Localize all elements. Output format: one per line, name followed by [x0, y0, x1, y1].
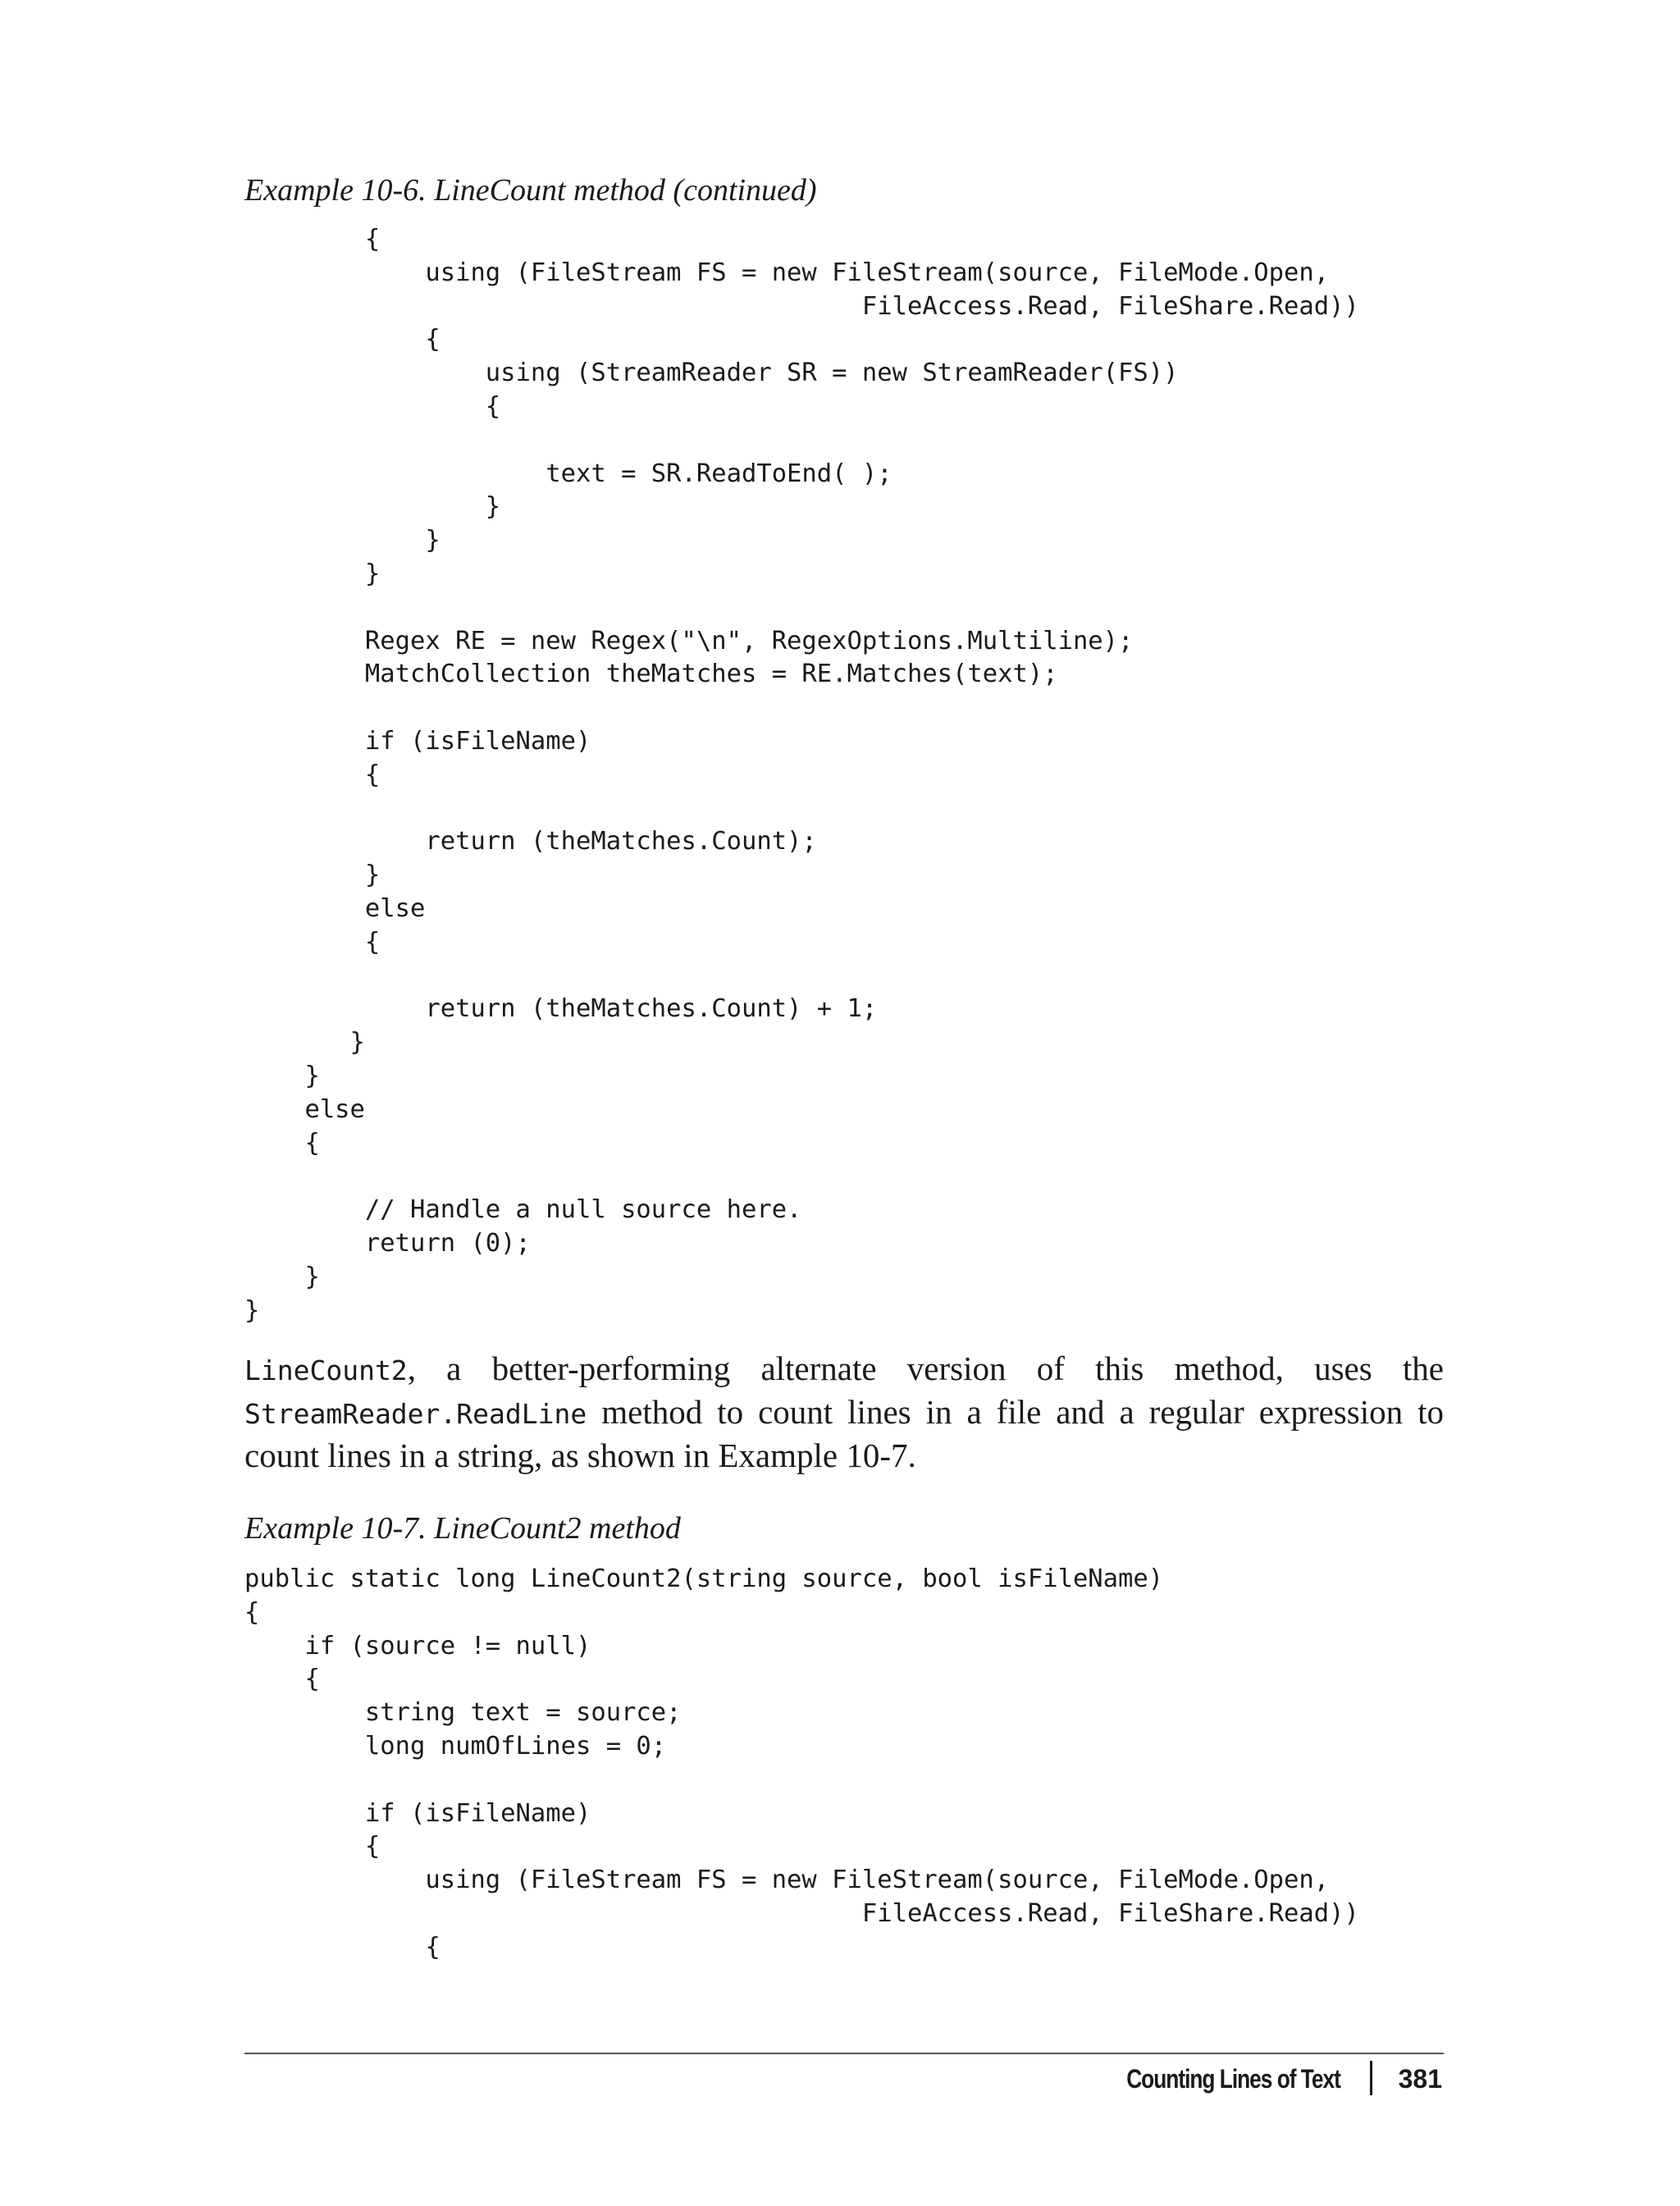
code-line: FileAccess.Read, FileShare.Read)) [244, 1898, 1359, 1928]
code-line: } [244, 1028, 365, 1057]
code-line: { [244, 1597, 260, 1627]
code-line: { [244, 1832, 381, 1861]
inline-code-linecount2: LineCount2 [244, 1354, 408, 1386]
code-line: if (isFileName) [244, 1798, 591, 1828]
code-line: else [244, 893, 426, 923]
paragraph-text: method to count lines in a file and a regular expression to count lines in a string, as shown in Example 10-7. [244, 1393, 1444, 1474]
footer-separator [1370, 2061, 1372, 2095]
code-line [244, 1764, 1359, 1797]
paragraph-text: , a better-performing alternate version of this method, uses the [407, 1350, 1444, 1387]
code-line: { [244, 1665, 320, 1694]
code-line: public static long LineCount2(string source, bool isFileName) [244, 1564, 1164, 1593]
code-line: return (theMatches.Count) + 1; [244, 994, 878, 1024]
code-line: Regex RE = new Regex("\n", RegexOptions.Multiline); [244, 626, 1134, 655]
code-line: { [244, 760, 381, 789]
code-line: else [244, 1094, 365, 1124]
code-line: } [244, 559, 381, 588]
code-line: long numOfLines = 0; [244, 1731, 667, 1761]
code-line: if (isFileName) [244, 726, 591, 756]
code-line: } [244, 1061, 320, 1090]
code-line: } [244, 1295, 260, 1325]
code-line [244, 1160, 1359, 1194]
code-line [244, 591, 1359, 625]
code-line [244, 960, 1359, 993]
code-line: { [244, 391, 501, 421]
code-line: using (StreamReader SR = new StreamReader(FS)) [244, 359, 1179, 388]
code-line: MatchCollection theMatches = RE.Matches(text); [244, 660, 1058, 689]
code-line: { [244, 1128, 320, 1158]
code-line: { [244, 225, 381, 253]
code-line: using (FileStream FS = new FileStream(source, FileMode.Open, [244, 1866, 1330, 1895]
code-line: text = SR.ReadToEnd( ); [244, 459, 892, 488]
code-line: } [244, 861, 381, 890]
running-footer-title: Counting Lines of Text [1126, 2064, 1340, 2094]
example-10-6-code-listing [244, 223, 1359, 1327]
code-line [244, 792, 1359, 826]
code-line: { [244, 1932, 441, 1962]
example-10-6-caption: Example 10-6. LineCount method (continued) [244, 173, 817, 208]
code-line: if (source != null) [244, 1631, 591, 1660]
code-line [244, 424, 1359, 458]
code-line: } [244, 526, 441, 555]
code-line: { [244, 325, 441, 354]
code-line: { [244, 927, 381, 957]
code-line: // Handle a null source here. [244, 1195, 802, 1225]
example-10-7-caption: Example 10-7. LineCount2 method [244, 1511, 681, 1546]
page-number: 381 [1398, 2064, 1442, 2094]
code-line: } [244, 492, 501, 522]
code-line: string text = source; [244, 1698, 682, 1728]
code-line [244, 692, 1359, 725]
code-line: return (theMatches.Count); [244, 827, 817, 856]
footer-rule [244, 2053, 1444, 2054]
code-line: } [244, 1262, 320, 1291]
code-line: return (0); [244, 1228, 531, 1258]
body-paragraph [244, 1348, 1444, 1477]
inline-code-readline: StreamReader.ReadLine [244, 1398, 587, 1430]
code-line: using (FileStream FS = new FileStream(source, FileMode.Open, [244, 258, 1330, 287]
example-10-7-code-listing [244, 1563, 1359, 1965]
code-line: FileAccess.Read, FileShare.Read)) [244, 291, 1359, 321]
